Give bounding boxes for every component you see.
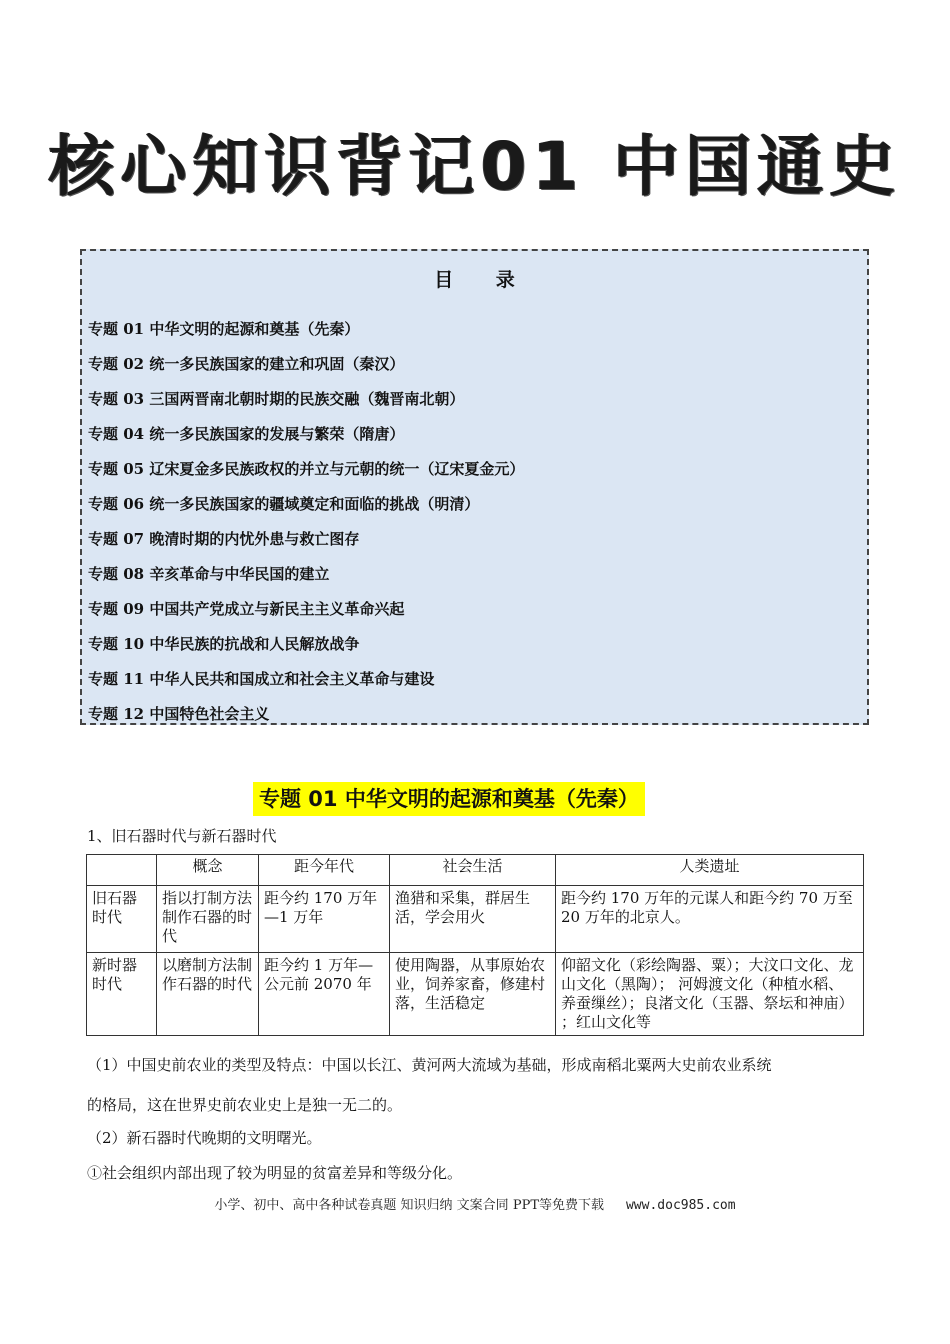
table-of-contents <box>80 249 869 725</box>
table-header-cell: 社会生活 <box>390 855 556 886</box>
table-cell: 渔猎和采集，群居生活，学会用火 <box>390 886 556 953</box>
footer <box>0 1194 950 1213</box>
table-cell: 距今约 170 万年的元谋人和距今约 70 万至 20 万年的北京人。 <box>556 886 864 953</box>
paragraph: （2）新石器时代晚期的文明曙光。 <box>87 1129 322 1147</box>
table-cell: 仰韶文化（彩绘陶器、粟）；大汶口文化、龙山文化（黑陶）； 河姆渡文化（种植水稻、养蚕缫丝）；良渚文化（玉器、祭坛和神庙） ；红山文化等 <box>556 953 864 1036</box>
toc-item[interactable]: 专题 08 辛亥革命与中华民国的建立 <box>88 565 330 583</box>
toc-item[interactable]: 专题 09 中国共产党成立与新民主主义革命兴起 <box>88 600 405 618</box>
table-cell: 使用陶器，从事原始农业，饲养家畜，修建村落，生活稳定 <box>390 953 556 1036</box>
era-comparison-table <box>86 854 864 1036</box>
toc-item[interactable]: 专题 01 中华文明的起源和奠基（先秦） <box>88 320 360 338</box>
toc-item[interactable]: 专题 12 中国特色社会主义 <box>88 705 270 723</box>
toc-item[interactable]: 专题 04 统一多民族国家的发展与繁荣（隋唐） <box>88 425 405 443</box>
table-row <box>87 886 864 953</box>
toc-item[interactable]: 专题 07 晚清时期的内忧外患与救亡图存 <box>88 530 360 548</box>
table-header-cell <box>87 855 157 886</box>
table-cell: 旧石器时代 <box>87 886 157 953</box>
table-header-cell: 距今年代 <box>259 855 390 886</box>
paragraph: ①社会组织内部出现了较为明显的贫富差异和等级分化。 <box>87 1164 463 1182</box>
paragraph: 的格局，这在世界史前农业史上是独一无二的。 <box>87 1096 403 1114</box>
toc-item[interactable]: 专题 10 中华民族的抗战和人民解放战争 <box>88 635 360 653</box>
footer-text: 小学、初中、高中各种试卷真题 知识归纳 文案合同 PPT等免费下载 <box>214 1198 604 1213</box>
table-cell: 指以打制方法制作石器的时代 <box>157 886 259 953</box>
section-title: 专题 01 中华文明的起源和奠基（先秦） <box>253 782 645 816</box>
toc-item[interactable]: 专题 05 辽宋夏金多民族政权的并立与元朝的统一（辽宋夏金元） <box>88 460 525 478</box>
table-cell: 距今约 170 万年—1 万年 <box>259 886 390 953</box>
footer-link[interactable]: www.doc985.com <box>625 1198 736 1213</box>
table-header-cell: 人类遗址 <box>556 855 864 886</box>
toc-item[interactable]: 专题 06 统一多民族国家的疆域奠定和面临的挑战（明清） <box>88 495 480 513</box>
table-row <box>87 953 864 1036</box>
toc-heading: 目 录 <box>434 269 533 291</box>
subheading: 1、旧石器时代与新石器时代 <box>87 827 277 845</box>
paragraph: （1）中国史前农业的类型及特点：中国以长江、黄河两大流域为基础，形成南稻北粟两大史前农业系统 <box>87 1056 772 1074</box>
table-cell: 距今约 1 万年—公元前 2070 年 <box>259 953 390 1036</box>
toc-item[interactable]: 专题 02 统一多民族国家的建立和巩固（秦汉） <box>88 355 405 373</box>
table-header-cell: 概念 <box>157 855 259 886</box>
table-cell: 新时器时代 <box>87 953 157 1036</box>
toc-item[interactable]: 专题 03 三国两晋南北朝时期的民族交融（魏晋南北朝） <box>88 390 465 408</box>
toc-item[interactable]: 专题 11 中华人民共和国成立和社会主义革命与建设 <box>88 670 435 688</box>
table-cell: 以磨制方法制作石器的时代 <box>157 953 259 1036</box>
page-title: 核心知识背记01 中国通史 <box>48 128 902 205</box>
